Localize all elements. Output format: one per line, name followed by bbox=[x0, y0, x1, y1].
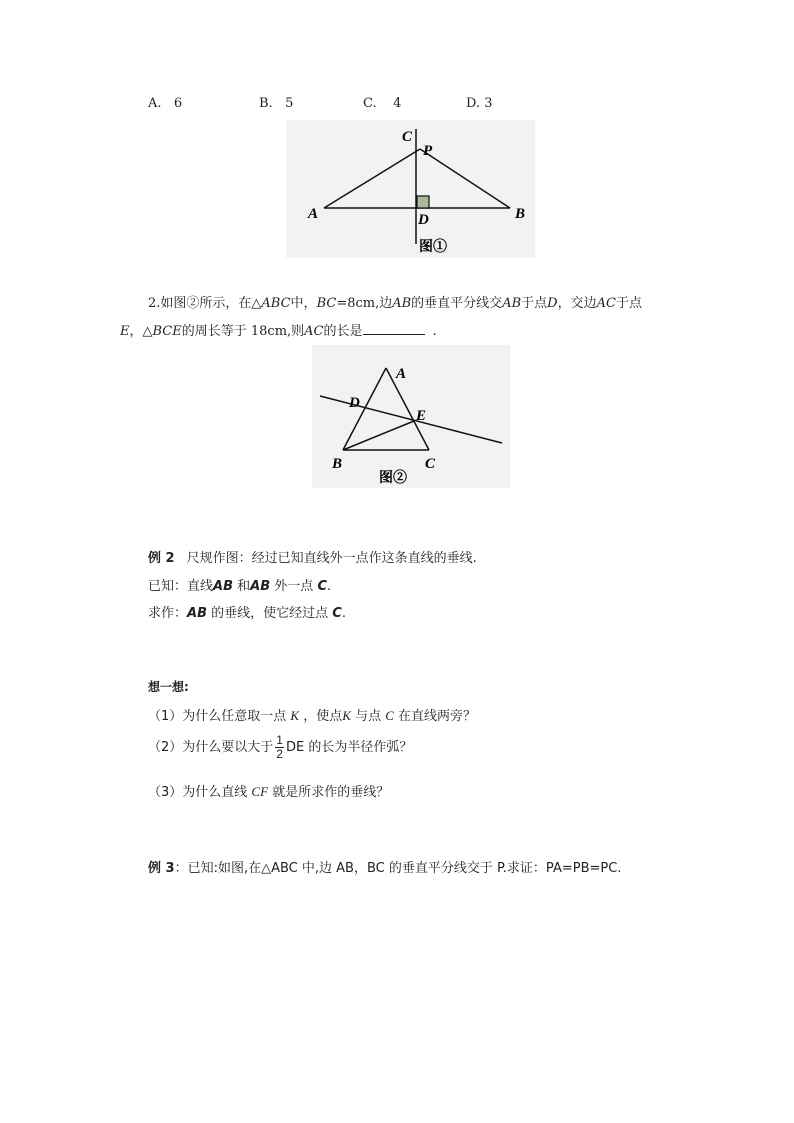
label-e: E bbox=[416, 408, 427, 424]
label-c: C bbox=[402, 129, 413, 145]
right-angle-marker bbox=[417, 196, 429, 208]
option-b: B. 5 bbox=[259, 96, 294, 111]
think-question-2: （2）为什么要以大于 $\frac{1}{2}$ DE 的长为半径作弧？ bbox=[148, 733, 413, 761]
label-p: P bbox=[423, 143, 433, 159]
segment-be bbox=[343, 421, 414, 450]
segment-pb bbox=[420, 149, 510, 208]
label-b: B bbox=[332, 456, 343, 472]
label-c: C bbox=[425, 456, 436, 472]
figure-1-diagram bbox=[286, 120, 535, 258]
label-b: B bbox=[515, 206, 526, 222]
question-2-line-2: E，△BCE的周长等于 18cm,则AC的长是 . bbox=[120, 324, 437, 339]
fraction-one-half: $\frac{1}{2}$ bbox=[276, 733, 283, 761]
example-2-title: 例 2 尺规作图：经过已知直线外一点作这条直线的垂线. bbox=[148, 551, 477, 566]
example-2-given: 已知：直线AB 和AB 外一点 C. bbox=[148, 579, 332, 594]
example-3: 例 3：已知:如图,在△ABC 中,边 AB，BC 的垂直平分线交于 P.求证：PA=PB=PC. bbox=[148, 861, 622, 876]
think-question-3: （3）为什么直线 CF 就是所求作的垂线？ bbox=[148, 784, 390, 800]
option-d: D. 3 bbox=[466, 96, 493, 111]
answer-blank bbox=[363, 322, 425, 335]
option-a: A. 6 bbox=[148, 96, 183, 111]
figure-1 bbox=[286, 120, 535, 258]
think-title: 想一想: bbox=[148, 680, 189, 694]
figure-2-caption: 图② bbox=[379, 471, 407, 486]
figure-2 bbox=[312, 345, 510, 488]
example-2-find: 求作：AB 的垂线，使它经过点 C. bbox=[148, 606, 346, 621]
segment-ap bbox=[324, 149, 420, 208]
question-2-line-1: 2.如图②所示，在△ABC中，BC=8cm,边AB的垂直平分线交AB于点D，交边AC于点 bbox=[148, 296, 642, 311]
think-question-1: （1）为什么任意取一点 K ，使点K 与点 C 在直线两旁？ bbox=[148, 708, 477, 724]
label-a: A bbox=[396, 366, 407, 382]
perpendicular-bisector bbox=[320, 396, 502, 443]
label-a: A bbox=[308, 206, 319, 222]
figure-1-caption: 图① bbox=[419, 240, 447, 255]
figure-2-diagram bbox=[312, 345, 510, 488]
label-d: D bbox=[418, 212, 429, 228]
label-d: D bbox=[349, 395, 360, 411]
option-c: C. 4 bbox=[363, 96, 402, 111]
